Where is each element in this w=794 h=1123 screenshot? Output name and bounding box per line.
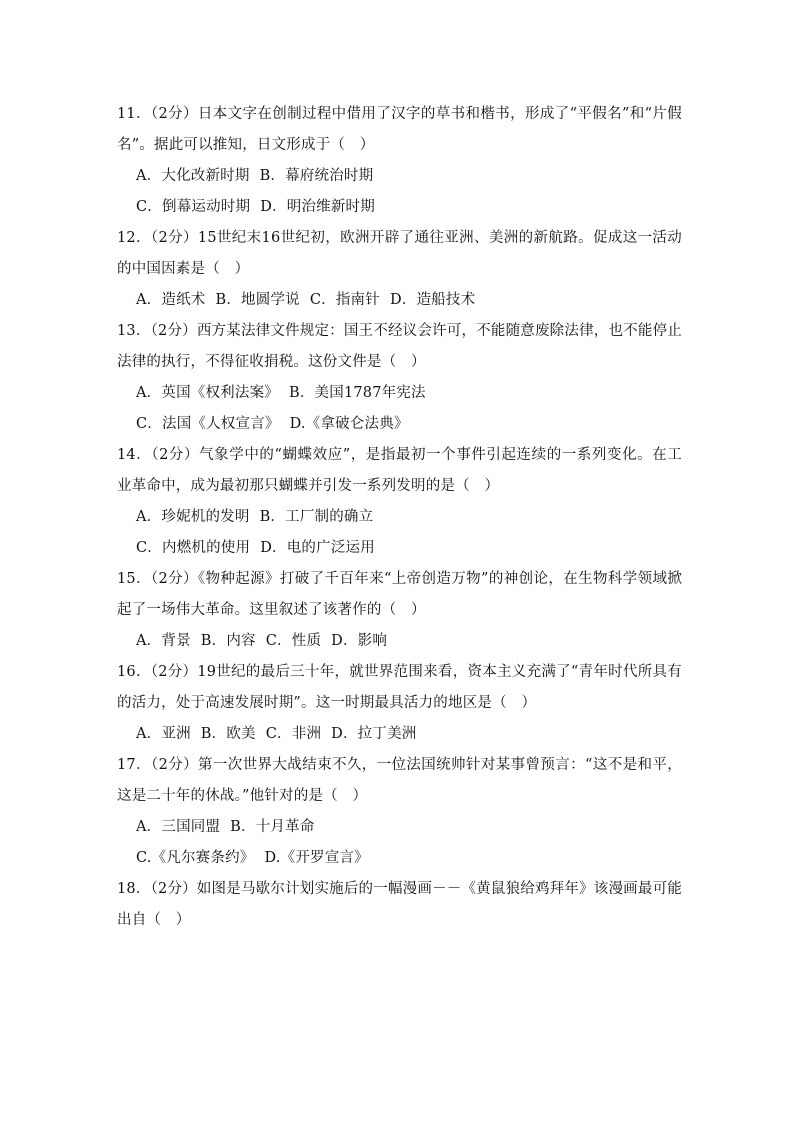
- question-text: 日本文字在创制过程中借用了汉字的草书和楷书，形成了“平假名”和“片假名”。据此可以推知，日文形成于（ ）: [117, 106, 682, 153]
- question-stem: [117, 657, 682, 719]
- number-dot: ．: [135, 323, 151, 339]
- option-line: [117, 378, 682, 409]
- option-line: [117, 161, 682, 192]
- question-number: 18: [117, 881, 136, 897]
- question-stem: [117, 316, 682, 378]
- question-14: [117, 440, 682, 564]
- answer-option[interactable]: A．珍妮机的发明: [136, 509, 250, 525]
- answer-option[interactable]: C．倒幕运动时期: [136, 199, 251, 215]
- option-line: [117, 719, 682, 750]
- question-points: （2分）: [150, 230, 198, 246]
- answer-option[interactable]: D．电的广泛运用: [260, 540, 375, 556]
- question-16: [117, 657, 682, 750]
- question-number: 15: [117, 571, 136, 587]
- answer-option[interactable]: C．性质: [265, 633, 322, 649]
- option-line: [117, 812, 682, 843]
- answer-option[interactable]: A．大化改新时期: [136, 168, 250, 184]
- question-text: 《物种起源》打破了千百年来“上帝创造万物”的神创论，在生物科学领域掀起了一场伟大革命。这里叙述了该著作的（ ）: [117, 571, 683, 618]
- number-dot: ．: [135, 757, 151, 773]
- question-points: （2分）: [151, 447, 200, 463]
- question-number: 17: [117, 757, 136, 773]
- question-list: [117, 99, 682, 936]
- answer-option[interactable]: B．幕府统治时期: [259, 168, 374, 184]
- answer-option[interactable]: A．亚洲: [136, 726, 191, 742]
- option-line: [117, 192, 682, 223]
- question-number: 11: [117, 106, 136, 122]
- option-line: [117, 502, 682, 533]
- answer-option[interactable]: C.《凡尔赛条约》: [136, 850, 255, 866]
- answer-option[interactable]: A．背景: [136, 633, 191, 649]
- answer-option[interactable]: D.《开罗宣言》: [264, 850, 369, 866]
- question-points: （2分）: [150, 881, 197, 897]
- question-15: [117, 564, 682, 657]
- answer-option[interactable]: B．工厂制的确立: [259, 509, 374, 525]
- question-text: 西方某法律文件规定：国王不经议会许可，不能随意废除法律，也不能停止法律的执行，不得征收捐税。这份文件是（ ）: [117, 323, 682, 370]
- number-dot: ．: [135, 230, 151, 246]
- answer-option[interactable]: B．地圆学说: [215, 292, 300, 308]
- question-text: 第一次世界大战结束不久，一位法国统帅针对某事曾预言：“这不是和平，这是二十年的休战。”他针对的是（ ）: [117, 757, 682, 804]
- question-number: 16: [117, 664, 136, 680]
- question-points: （2分）: [150, 571, 198, 587]
- number-dot: ．: [135, 664, 151, 680]
- question-points: （2分）: [150, 323, 197, 339]
- question-stem: [117, 750, 682, 812]
- answer-option[interactable]: B．十月革命: [230, 819, 315, 835]
- question-number: 14: [117, 447, 136, 463]
- answer-option[interactable]: D．明治维新时期: [260, 199, 375, 215]
- option-line: [117, 843, 682, 874]
- answer-option[interactable]: A．英国《权利法案》: [136, 385, 279, 401]
- option-line: [117, 533, 682, 564]
- option-line: [117, 409, 682, 440]
- question-18: [117, 874, 682, 936]
- question-stem: [117, 99, 682, 161]
- question-points: （2分）: [150, 664, 198, 680]
- question-17: [117, 750, 682, 874]
- question-11: [117, 99, 682, 223]
- answer-option[interactable]: A．造纸术: [136, 292, 206, 308]
- answer-option[interactable]: C．指南针: [309, 292, 380, 308]
- option-line: [117, 626, 682, 657]
- question-12: [117, 223, 682, 316]
- answer-option[interactable]: C．非洲: [265, 726, 322, 742]
- question-points: （2分）: [150, 106, 198, 122]
- answer-option[interactable]: B．欧美: [200, 726, 256, 742]
- question-stem: [117, 874, 682, 936]
- question-text: 19世纪的最后三十年，就世界范围来看，资本主义充满了“青年时代所具有的活力，处于高速发展时期”。这一时期最具活力的地区是（ ）: [117, 664, 682, 711]
- answer-option[interactable]: A．三国同盟: [136, 819, 221, 835]
- answer-option[interactable]: D．影响: [331, 633, 388, 649]
- question-text: 气象学中的“蝴蝶效应”，是指最初一个事件引起连续的一系列变化。在工业革命中，成为最初那只蝴蝶并引发一系列发明的是（ ）: [117, 447, 682, 494]
- question-number: 12: [117, 230, 136, 246]
- question-text: 15世纪末16世纪初，欧洲开辟了通往亚洲、美洲的新航路。促成这一活动的中国因素是（ ）: [117, 230, 683, 277]
- answer-option[interactable]: D.《拿破仑法典》: [289, 416, 409, 432]
- question-stem: [117, 223, 682, 285]
- answer-option[interactable]: B．美国1787年宪法: [288, 385, 426, 401]
- option-line: [117, 285, 682, 316]
- number-dot: ．: [135, 571, 151, 587]
- question-number: 13: [117, 323, 136, 339]
- number-dot: ．: [135, 447, 152, 463]
- question-text: 如图是马歇尔计划实施后的一幅漫画－－《黄鼠狼给鸡拜年》该漫画最可能出自（ ）: [117, 881, 682, 928]
- question-stem: [117, 564, 682, 626]
- answer-option[interactable]: D．造船技术: [389, 292, 476, 308]
- number-dot: ．: [135, 881, 151, 897]
- answer-option[interactable]: B．内容: [200, 633, 256, 649]
- answer-option[interactable]: C．法国《人权宣言》: [136, 416, 280, 432]
- question-stem: [117, 440, 682, 502]
- question-13: [117, 316, 682, 440]
- answer-option[interactable]: C．内燃机的使用: [136, 540, 251, 556]
- answer-option[interactable]: D．拉丁美洲: [331, 726, 417, 742]
- question-points: （2分）: [150, 757, 198, 773]
- number-dot: ．: [135, 106, 151, 122]
